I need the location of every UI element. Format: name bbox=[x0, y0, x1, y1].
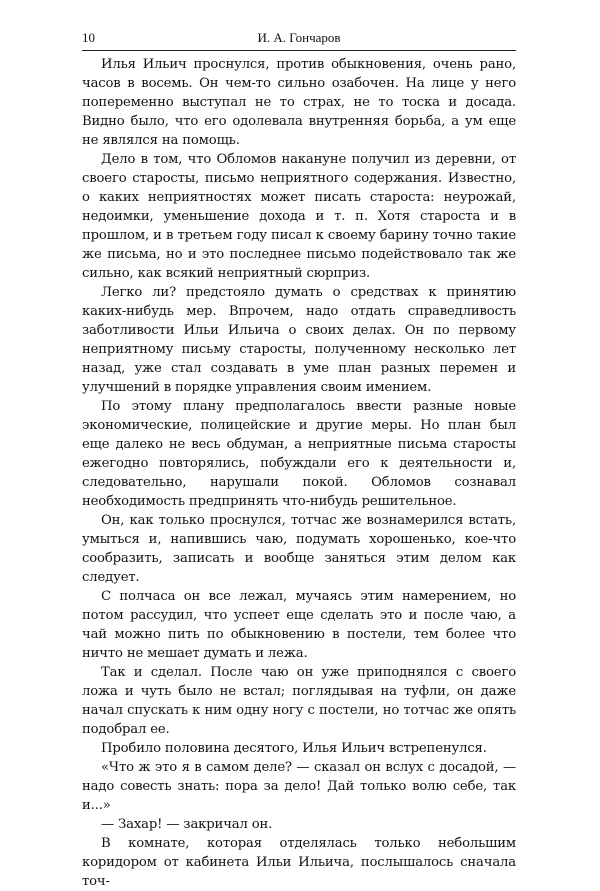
header-rule bbox=[82, 50, 516, 51]
paragraph: По этому плану предполагалось ввести разные новые экономические, полицейские и другие меры. Но план был еще далеко не весь обдуман, а неприятные письма старосты ежегодно повторялись, побуждали его к деятельности и, следовательно, нарушали покой. Обломов сознавал необходимость предпринять что-нибудь решительное. bbox=[82, 399, 516, 509]
paragraph: С полчаса он все лежал, мучаясь этим намерением, но потом рассудил, что успеет еще сделать это и после чаю, а чай можно пить по обыкновению в постели, тем более что ничто не мешает думать и лежа. bbox=[82, 589, 516, 661]
paragraph: Дело в том, что Обломов накануне получил из деревни, от своего старосты, письмо неприятного содержания. Известно, о каких неприятностях может писать староста: неурожай, недоимки, уменьшение дохода и т. п. Хотя староста и в прошлом, и в третьем году писал к своему барину точно такие же письма, но и это последнее письмо подействовало так же сильно, как всякий неприятный сюрприз. bbox=[82, 152, 516, 281]
paragraph: В комнате, которая отделялась только небольшим коридором от кабинета Ильи Ильича, послышалось сначала точ- bbox=[82, 836, 516, 889]
paragraph: Пробило половина десятого, Илья Ильич встрепенулся. bbox=[101, 741, 487, 756]
paragraph: Легко ли? предстояло думать о средствах к принятию каких-нибудь мер. Впрочем, надо отдать справедливость заботливости Ильи Ильича о своих делах. Он по первому неприятному письму старосты, полученному несколько лет назад, уже стал создавать в уме план разных перемен и улучшений в порядке управления своим имением. bbox=[82, 285, 516, 395]
running-head bbox=[82, 22, 516, 44]
paragraph: «Что ж это я в самом деле? — сказал он вслух с досадой, — надо совесть знать: пора за дело! Дай только волю себе, так и...» bbox=[82, 760, 516, 813]
paragraph: Он, как только проснулся, тотчас же вознамерился встать, умыться и, напившись чаю, подумать хорошенько, коe-что сообразить, записать и вообще заняться этим делом как следует. bbox=[82, 513, 516, 585]
paragraph: — Захар! — закричал он. bbox=[101, 817, 273, 832]
book-page bbox=[82, 22, 516, 891]
paragraph: Так и сделал. После чаю он уже приподнялся с своего ложа и чуть было не встал; поглядывая на туфли, он даже начал спускать к ним одну ногу с постели, но тотчас же опять подобрал ее. bbox=[82, 665, 516, 737]
page-number: 10 bbox=[82, 30, 95, 45]
running-head-author: И. А. Гончаров bbox=[257, 30, 341, 45]
body-text bbox=[82, 55, 516, 891]
paragraph: Илья Ильич проснулся, против обыкновения, очень рано, часов в восемь. Он чем-то сильно озабочен. На лице у него попеременно выступал не то страх, не то тоска и досада. Видно было, что его одолевала внутренняя борьба, а ум еще не являлся на помощь. bbox=[82, 57, 516, 148]
